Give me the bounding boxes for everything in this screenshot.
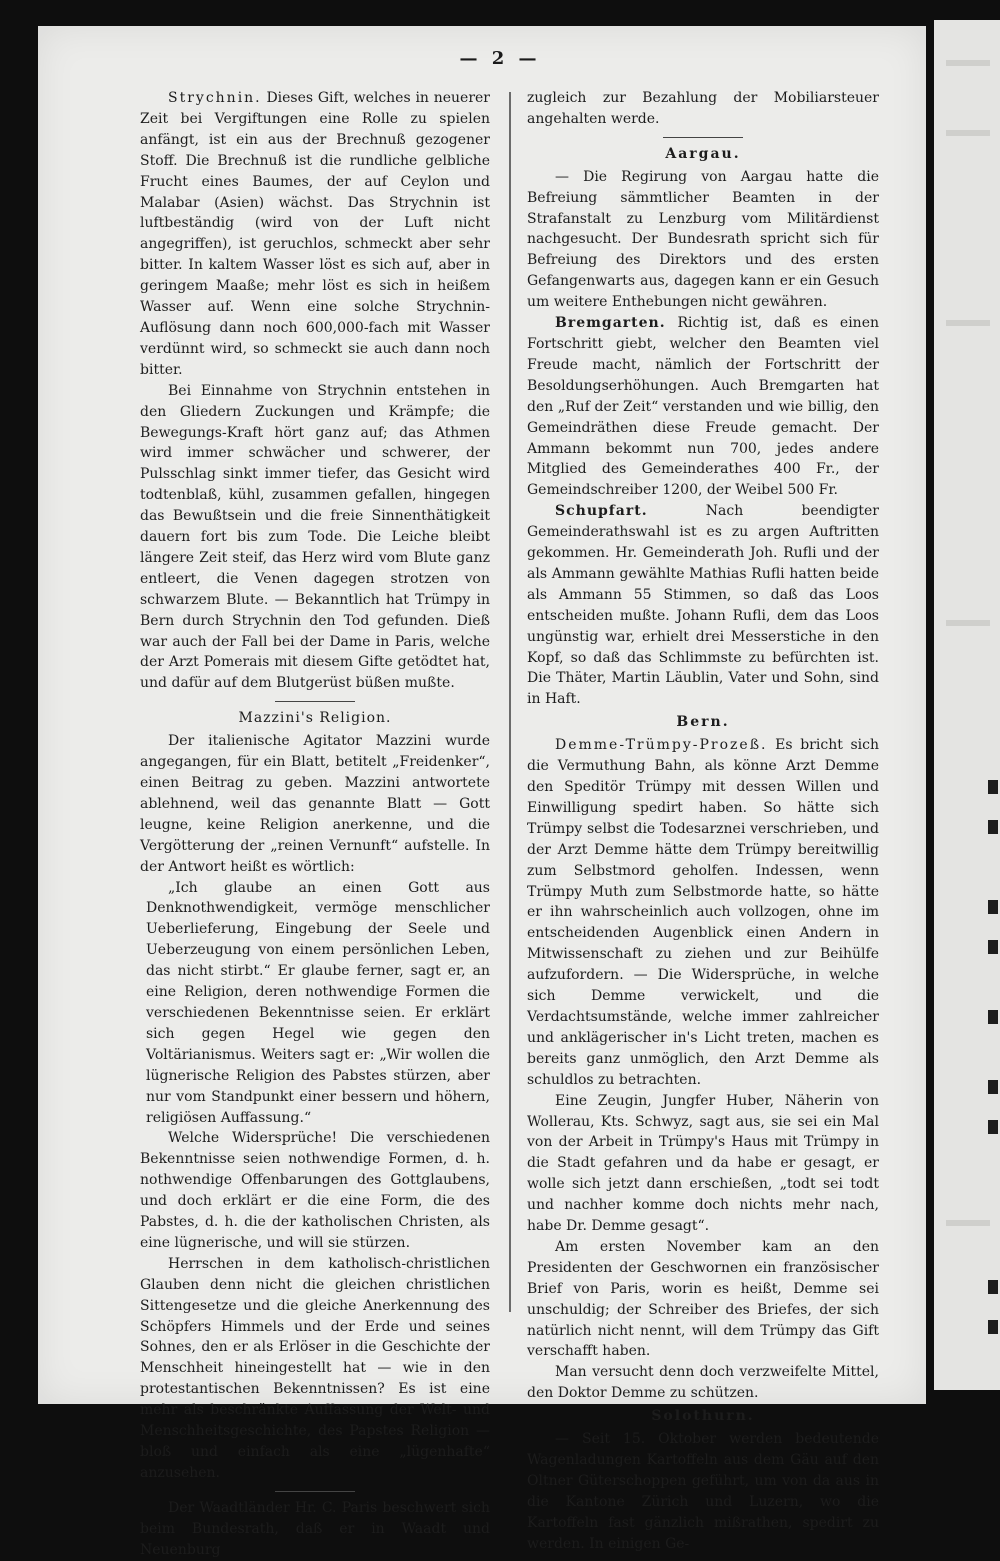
- article-bremgarten: Bremgarten. Richtig ist, daß es einen Fortschritt giebt, welcher den Beamten viel Freude macht, nämlich der Fortschritt der Besoldungserhöhungen. Auch Bremgarten hat den „Ruf der Zeit“ verstanden und wie billig, den Gemeindräthen diese Freude gemacht. Der Ammann bekommt nun 700, jedes andere Mitglied des Gemeinderathes 400 Fr., der Gemeindschreiber 1200, der Weibel 500 Fr.: [527, 315, 879, 499]
- article-strychnin-p2: Bei Einnahme von Strychnin entstehen in den Gliedern Zuckungen und Krämpfe; die Bewegungs-Kraft hört ganz auf; das Athmen wird immer schwächer und schwerer, der Pulsschlag sinkt immer tiefer, das Gesicht wird todtenblaß, kühl, zusammen gefallen, hingegen das Bewußtsein und die freie Sinnenthätigkeit dauern fort bis zum Tode. Die Leiche bleibt längere Zeit steif, das Herz wird vom Blute ganz entleert, die Venen dagegen strotzen von schwarzem Blute. — Bekanntlich hat Trümpy in Bern durch Strychnin den Tod gefunden. Dieß war auch der Fall bei der Dame in Paris, welche der Arzt Pomerais mit diesem Gifte getödtet hat, und dafür auf dem Blutgerüst büßen mußte.: [140, 382, 490, 692]
- article-mazzini-p2: Welche Widersprüche! Die verschiedenen Bekenntnisse seien nothwendige Formen, d. h. nothwendige Offenbarungen des Gottglaubens, und doch erklärt er die eine Form, die des Pabstes, d. h. die der katholischen Christen, als eine lügnerische, und will sie stürzen.: [140, 1130, 490, 1251]
- article-strychnin-p1: Strychnin. Dieses Gift, welches in neuerer Zeit bei Vergiftungen eine Rolle zu spielen anfängt, ist ein aus der Brechnuß gezogener Stoff. Die Brechnuß ist die rundliche gelbliche Frucht eines Baumes, der auf Ceylon und Malabar (Asien) wächst. Das Strychnin ist luftbeständig (wird von der Luft nicht angegriffen), ist geruchlos, schmeckt aber sehr bitter. In kaltem Wasser löst es sich auf, aber in geringem Maaße; mehr löst es sich in heißem Wasser auf. Wenn eine solche Strychnin-Auflösung dann noch 600,000-fach mit Wasser verdünnt wird, so schmeckt sie auch dann noch bitter.: [140, 90, 491, 378]
- article-mazzini-p3: Herrschen in dem katholisch-christlichen Glauben denn nicht die gleichen christlichen Sittengesetze und die gleiche Anerkennung des Schöpfers Himmels und der Erde und seines Sohnes, den er als Erlöser in die Geschichte der Menschheit hineingestellt hat — wie in den protestantischen Bekenntnissen? Es ist eine mehr als beschränkte Auffassung der Welt- und Menschheitsgeschichte, des Papstes Religion — bloß und einfach als eine „lügenhafte“ anzusehen.: [140, 1255, 490, 1481]
- article-bremgarten-lead: Bremgarten.: [555, 315, 666, 332]
- heading-bern: Bern.: [676, 714, 730, 731]
- article-strychnin-lead: Strychnin.: [168, 90, 262, 106]
- heading-aargau: Aargau.: [665, 145, 741, 162]
- article-paris-continued: zugleich zur Bezahlung der Mobiliarsteuer angehalten werde.: [527, 90, 879, 127]
- article-bern-lead: Demme-Trümpy-Prozeß.: [555, 737, 768, 754]
- article-mazzini-quote: „Ich glaube an einen Gott aus Denknothwendigkeit, vermöge menschlicher Ueberlieferung, Eingebung der Seele und Ueberzeugung von einem persönlichen Leben, das nicht stirbt.“ Er glaube ferner, sagt er, an eine Religion, deren nothwendige Formen die verschiedenen Bekenntnisse seien. Er erklärt sich gegen Hegel wie gegen den Voltärianismus. Weiters sagt er: „Wir wollen die lügnerische Religion des Pabstes stürzen, aber nur vom Standpunkt einer bessern und höhern, religiösen Auffassung.“: [146, 879, 490, 1126]
- article-schupfart-lead: Schupfart.: [555, 503, 648, 520]
- article-bern-p2: Eine Zeugin, Jungfer Huber, Näherin von Wollerau, Kts. Schwyz, sagt aus, sie sei ein Mal von der Arbeit in Trümpy's Haus mit Trümpy in die Stadt gefahren und da habe er gesagt, er wolle sich jetzt dann erschießen, „todt sei todt und nachher komme doch nichts mehr nach, habe Dr. Demme gesagt“.: [527, 1092, 879, 1235]
- article-paris: Der Waadtländer Hr. C. Paris beschwert sich beim Bundesrath, daß er in Waadt und Neuenburg: [140, 1499, 490, 1558]
- section-divider: [275, 1491, 355, 1492]
- page-number: — 2 —: [459, 48, 541, 69]
- article-bern-p4: Man versucht denn doch verzweifelte Mittel, den Doktor Demme zu schützen.: [527, 1364, 879, 1402]
- article-schupfart: Schupfart. Nach beendigter Gemeinderathswahl ist es zu argen Auftritten gekommen. Hr. Gemeinderath Joh. Rufli und der als Ammann gewählte Mathias Rufli hatten beide als Ammann 55 Stimmen, so daß das Loos entscheiden mußte. Johann Rufli, dem das Loos ungünstig war, erhielt drei Messerstiche in den Kopf, so daß das Schlimmste zu befürchten ist. Die Thäter, Martin Läublin, Vater und Sohn, sind in Haft.: [527, 503, 879, 708]
- heading-mazzini: Mazzini's Religion.: [238, 710, 392, 727]
- left-column: [140, 88, 490, 1561]
- article-aargau-p1: — Die Regirung von Aargau hatte die Befreiung sämmtlicher Beamten in der Strafanstalt zu Lenzburg vom Militärdienst nachgesucht. Der Bundesrath spricht sich für Befreiung des Direktors und des ersten Gefangenwarts aus, dagegen kann er ein Gesuch um weitere Enthebungen nicht gewähren.: [527, 168, 879, 311]
- adjacent-page-edge: [934, 20, 1000, 1390]
- right-column: [527, 88, 879, 1555]
- article-bern-p1: Demme-Trümpy-Prozeß. Es bricht sich die Vermuthung Bahn, als könne Arzt Demme den Speditör Trümpy mit dessen Willen und Einwilligung spedirt haben. So hätte sich Trümpy selbst die Todesarznei verschrieben, und der Arzt Demme hätte dem Trümpy bereitwillig zum Selbstmord geholfen. Indessen, wenn Trümpy Muth zum Selbstmorde hatte, so hätte er ihn wahrscheinlich auch vollzogen, ohne im entscheidenden Augenblick einen Andern in Mitwissenschaft zu ziehen und zur Beihülfe aufzufordern. — Die Widersprüche, in welche sich Demme verwickelt, und die Verdachtsumstände, welche immer zahlreicher und anklägerischer in's Licht treten, machen es bereits ganz unmöglich, den Arzt Demme als schuldlos zu betrachten.: [527, 737, 879, 1088]
- heading-solothurn: Solothurn.: [651, 1408, 755, 1425]
- column-rule: [509, 92, 511, 1312]
- article-solothurn: — Seit 15. Oktober werden bedeutende Wagenladungen Kartoffeln aus dem Gäu auf den Oltner Güterschoppen geführt, um von da aus in die Kantone Zürich und Luzern, wo die Kartoffeln fast gänzlich mißrathen, spedirt zu werden. In einigen Ge-: [527, 1431, 879, 1552]
- section-divider: [663, 137, 743, 138]
- article-bern-p3: Am ersten November kam an den Presidenten der Geschwornen ein französischer Brief von Paris, worin es heißt, Demme sei unschuldig; der Schreiber des Briefes, der sich natürlich nicht nennt, will dem Trümpy das Gift verschafft haben.: [527, 1238, 879, 1360]
- article-mazzini-p1: Der italienische Agitator Mazzini wurde angegangen, für ein Blatt, betitelt „Freidenker“, einen Beitrag zu geben. Mazzini antwortete ablehnend, weil das genannte Blatt — Gott leugne, keine Religion anerkenne, und die Vergötterung der „reinen Vernunft“ aufstelle. In der Antwort heißt es wörtlich:: [140, 733, 490, 875]
- section-divider: [275, 701, 355, 702]
